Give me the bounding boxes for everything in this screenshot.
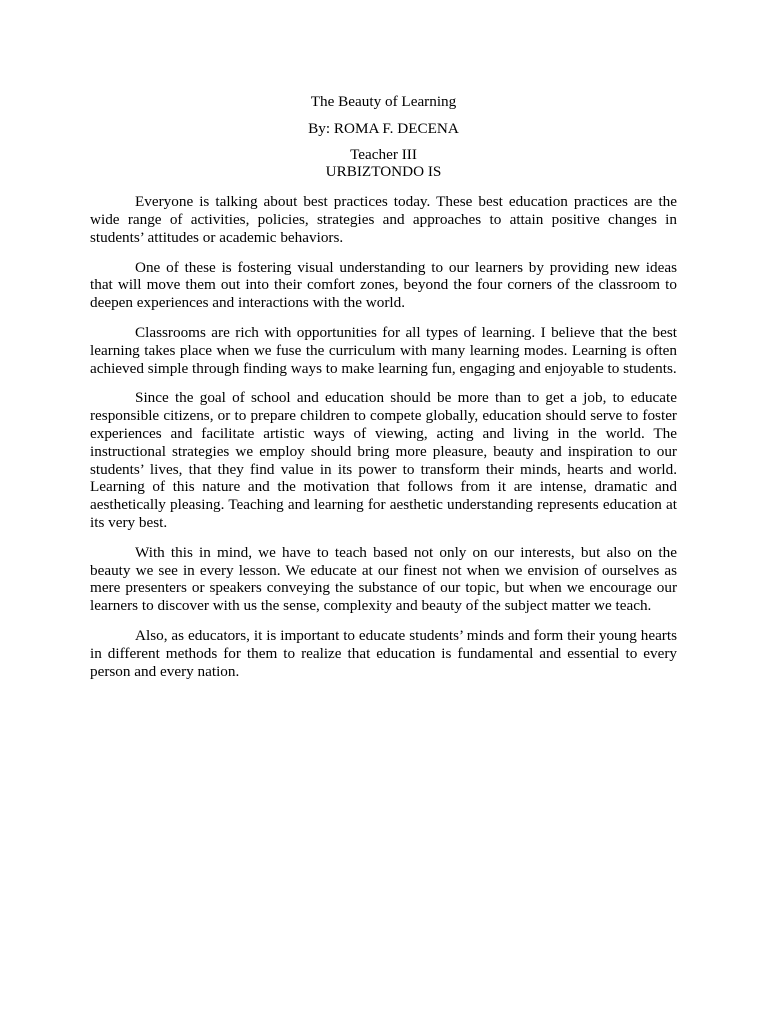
body-paragraph-6: Also, as educators, it is important to educate students’ minds and form their young hearts in different methods for them to realize that education is fundamental and essential to every person and every nation. [90, 626, 677, 680]
document-title: The Beauty of Learning [310, 93, 457, 110]
author-byline: By: ROMA F. DECENA [308, 119, 459, 137]
body-paragraph-3: Classrooms are rich with opportunities for all types of learning. I believe that the best learning takes place when we fuse the curriculum with many learning modes. Learning is often achieved simple through finding ways to make learning fun, engaging and enjoyable to students. [90, 323, 677, 377]
author-role: Teacher III [350, 145, 417, 163]
body-paragraph-4: Since the goal of school and education should be more than to get a job, to educate responsible citizens, or to prepare children to compete globally, education should serve to foster experiences and facilitate artistic ways of viewing, acting and living in the world. The instructional strategies we employ should bring more pleasure, beauty and inspiration to our students’ lives, that they find value in its power to transform their minds, hearts and world. Learning of this nature and the motivation that follows from it are intense, dramatic and aesthetically pleasing. Teaching and learning for aesthetic understanding represents education at its very best. [90, 389, 677, 531]
body-paragraph-1: Everyone is talking about best practices today. These best education practices are the wide range of activities, policies, strategies and approaches to attain positive changes in students’ attitudes or academic behaviors. [90, 193, 677, 246]
document-page [90, 93, 677, 692]
body-paragraph-5: With this in mind, we have to teach based not only on our interests, but also on the beauty we see in every lesson. We educate at our finest not when we envision of ourselves as mere presenters or speakers conveying the substance of our topic, but when we encourage our learners to discover with us the sense, complexity and beauty of the subject matter we teach. [90, 543, 677, 615]
author-school: URBIZTONDO IS [325, 163, 442, 181]
body-paragraph-2: One of these is fostering visual understanding to our learners by providing new ideas that will move them out into their comfort zones, beyond the four corners of the classroom to deepen experiences and interactions with the world. [90, 258, 677, 312]
